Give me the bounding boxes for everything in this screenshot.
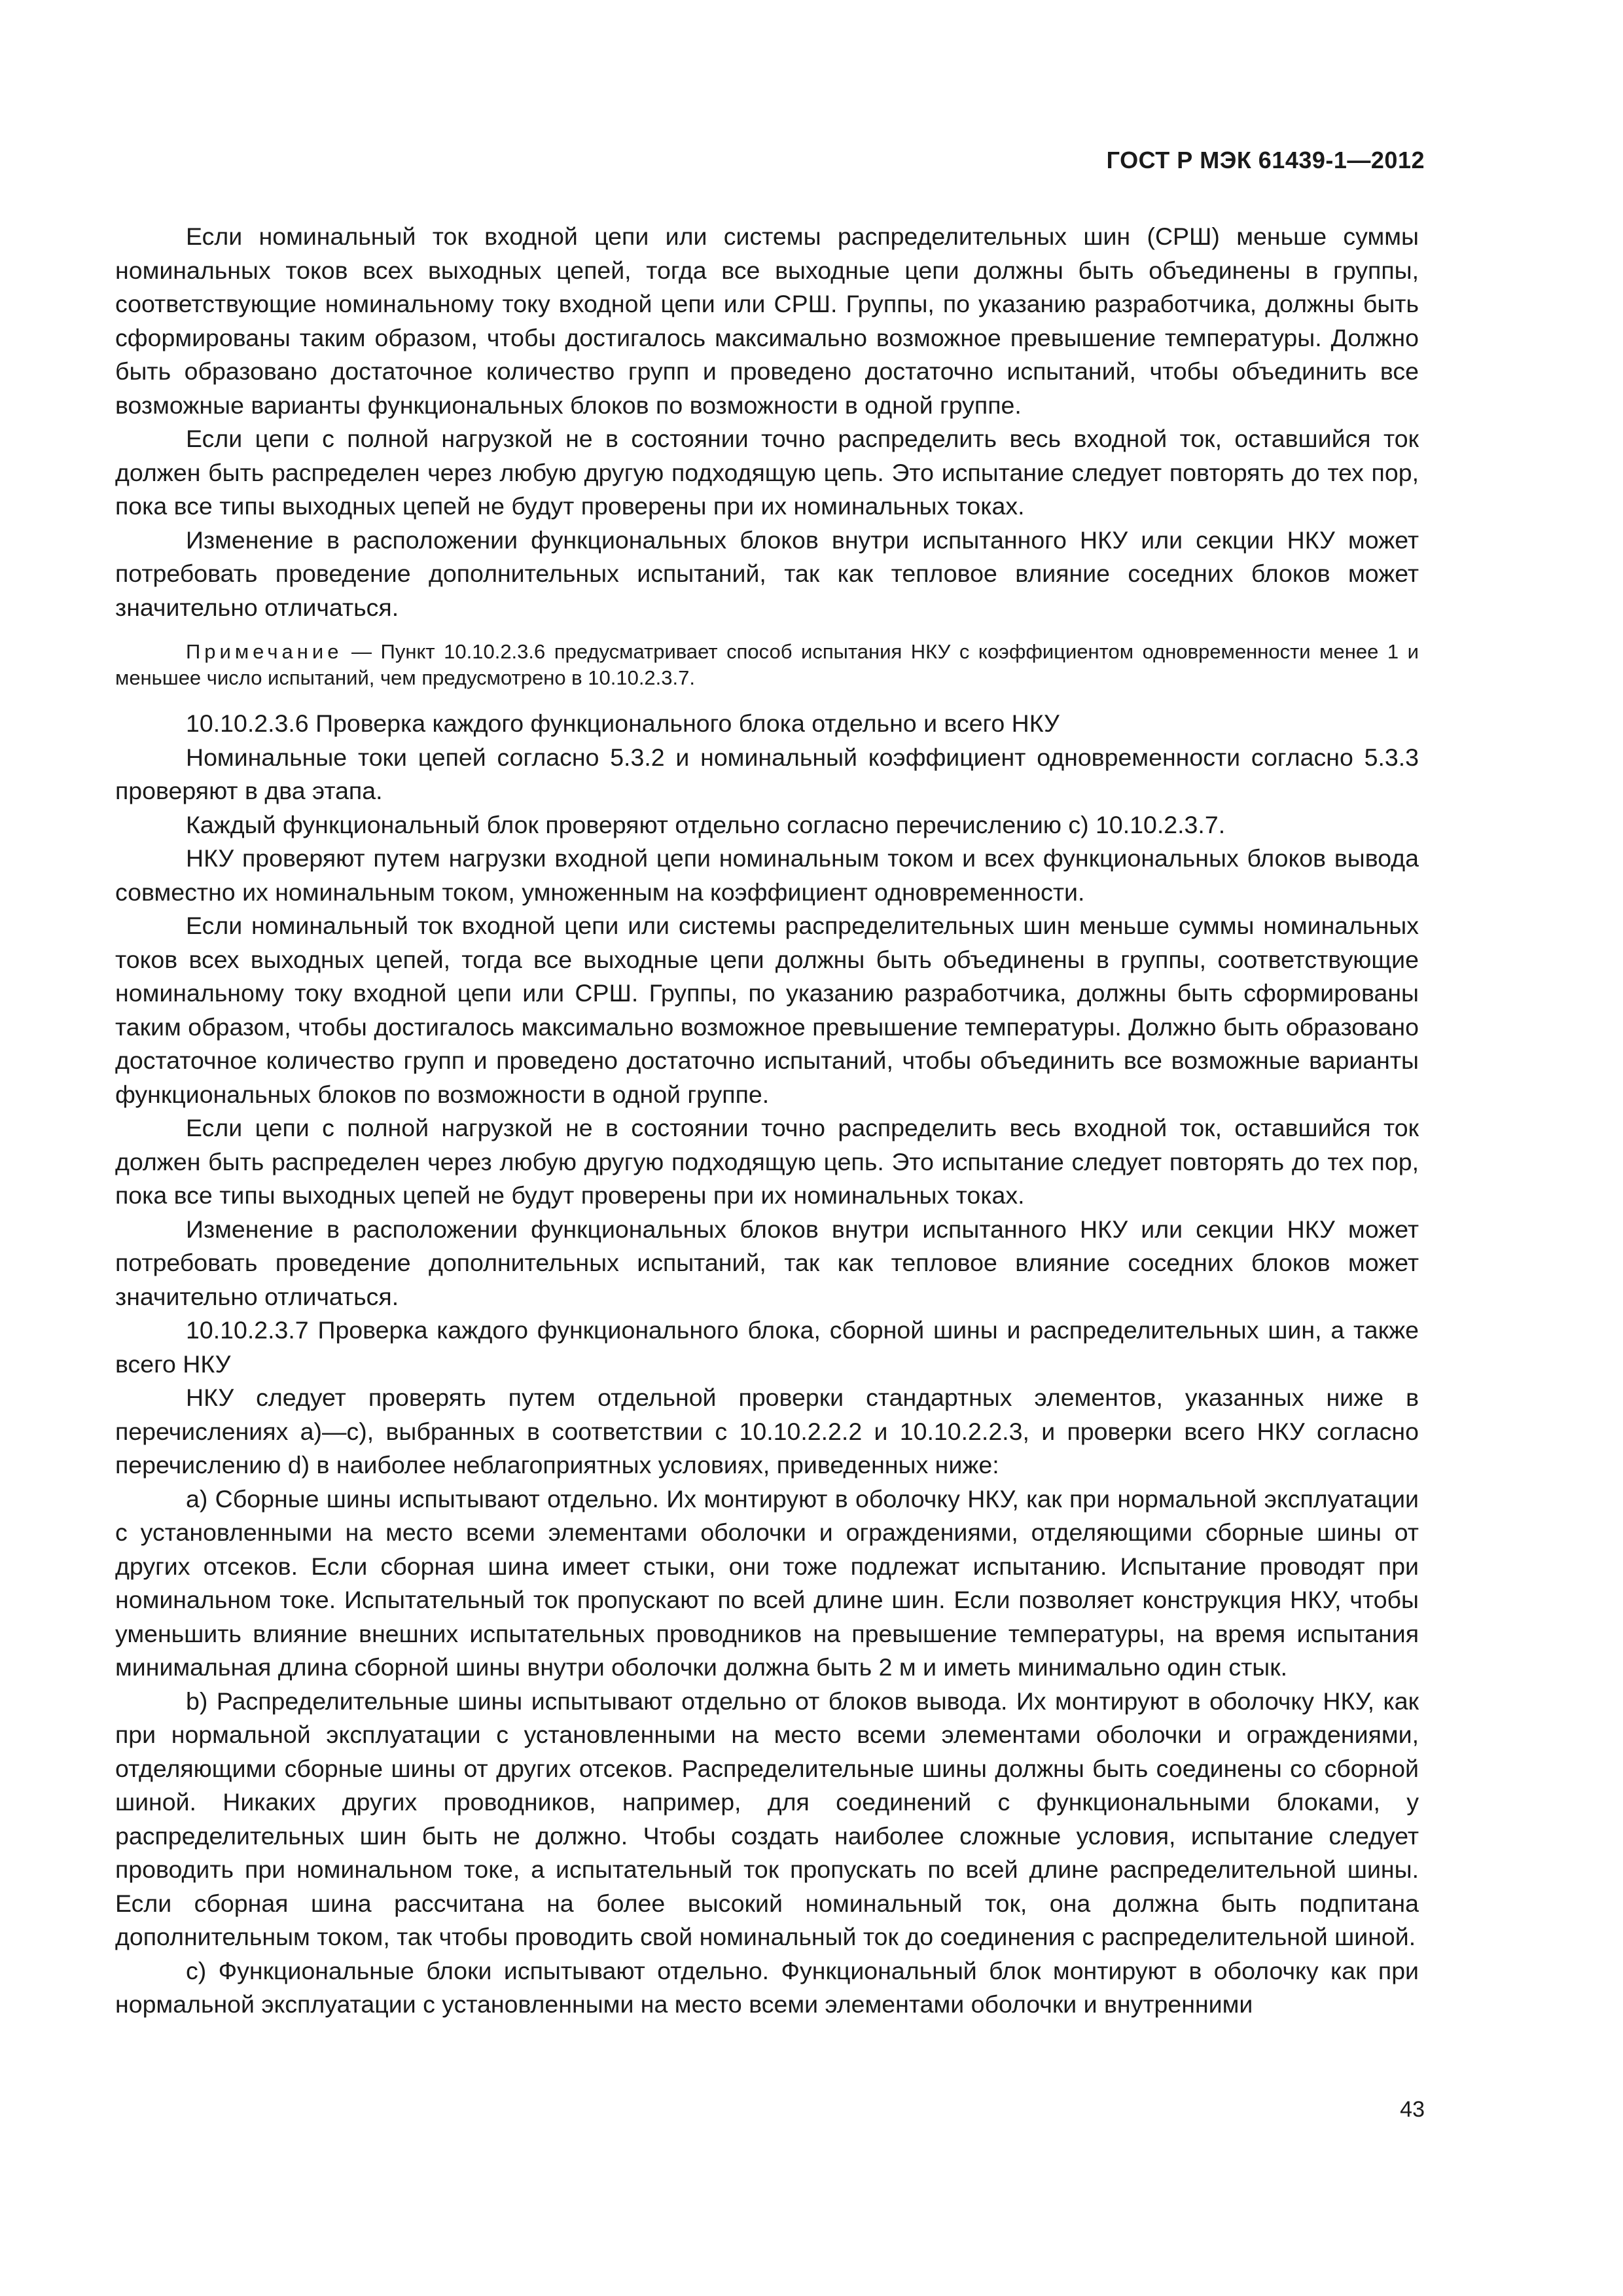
paragraph: НКУ проверяют путем нагрузки входной цепи номинальным током и всех функциональных блоков вывода совместно их номинальным током, умноженным на коэффициент одновременности.: [115, 844, 1419, 906]
paragraph: Если цепи с полной нагрузкой не в состоянии точно распределить весь входной ток, оставшийся ток должен быть распределен через любую другую подходящую цепь. Это испытание следует повторять до тех пор, пока все типы выходных цепей не будут проверены при их номинальных токах.: [115, 1114, 1419, 1209]
clause-heading: 10.10.2.3.6 Проверка каждого функционального блока отдельно и всего НКУ: [186, 709, 1060, 737]
paragraph: Номинальные токи цепей согласно 5.3.2 и номинальный коэффициент одновременности согласно 5.3.3 проверяют в два этапа.: [115, 743, 1419, 804]
note-label: Примечание: [186, 640, 343, 663]
list-item: с) Функциональные блоки испытывают отдельно. Функциональный блок монтируют в оболочку как при нормальной эксплуатации с установленными на место всеми элементами оболочки и внутренними: [115, 1956, 1419, 2018]
paragraph: Каждый функциональный блок проверяют отдельно согласно перечислению с) 10.10.2.3.7.: [186, 810, 1226, 838]
note-paragraph: [115, 639, 1419, 691]
standard-designation: ГОСТ Р МЭК 61439-1—2012: [1106, 147, 1425, 173]
clause-heading: 10.10.2.3.7 Проверка каждого функционального блока, сборной шины и распределительных шин, а также всего НКУ: [115, 1316, 1419, 1378]
paragraph: Изменение в расположении функциональных блоков внутри испытанного НКУ или секции НКУ может потребовать проведение дополнительных испытаний, так как тепловое влияние соседних блоков может значительно отличаться.: [115, 526, 1419, 621]
paragraph: Если номинальный ток входной цепи или системы распределительных шин (СРШ) меньше суммы номинальных токов всех выходных цепей, тогда все выходные цепи должны быть объединены в группы, соответствующие номинальному току входной цепи или СРШ. Группы, по указанию разработчика, должны быть сформированы таким образом, чтобы достигалось максимально возможное превышение температуры. Должно быть образовано достаточное количество групп и проведено достаточно испытаний, чтобы объединить все возможные варианты функциональных блоков по возможности в одной группе.: [115, 223, 1419, 419]
paragraph: Если номинальный ток входной цепи или системы распределительных шин меньше суммы номинальных токов всех выходных цепей, тогда все выходные цепи должны быть объединены в группы, соответствующие номинальному току входной цепи или СРШ. Группы, по указанию разработчика, должны быть сформированы таким образом, чтобы достигалось максимально возможное превышение температуры. Должно быть образовано достаточное количество групп и проведено достаточно испытаний, чтобы объединить все возможные варианты функциональных блоков по возможности в одной группе.: [115, 912, 1419, 1108]
note-text: — Пункт 10.10.2.3.6 предусматривает способ испытания НКУ с коэффициентом одновременности менее 1 и меньшее число испытаний, чем предусмотрено в 10.10.2.3.7.: [115, 640, 1419, 689]
list-item: b) Распределительные шины испытывают отдельно от блоков вывода. Их монтируют в оболочку НКУ, как при нормальной эксплуатации с установленными на место всеми элементами оболочки и ограждениями, отделяющими сборные шины от других отсеков. Распределительные шины должны быть соединены со сборной шиной. Никаких других проводников, например, для соединений с функциональными блоками, у распределительных шин быть не должно. Чтобы создать наиболее сложные условия, испытание следует проводить при номинальном токе, а испытательный ток пропускать по всей длине распределительной шины. Если сборная шина рассчитана на более высокий номинальный ток, она должна быть подпитана дополнительным током, так чтобы проводить свой номинальный ток до соединения с распределительной шиной.: [115, 1687, 1419, 1950]
page-number: 43: [1400, 2097, 1425, 2122]
paragraph: НКУ следует проверять путем отдельной проверки стандартных элементов, указанных ниже в перечислениях а)—с), выбранных в соответствии с 10.10.2.2.2 и 10.10.2.2.3, и проверки всего НКУ согласно перечислению d) в наиболее неблагоприятных условиях, приведенных ниже:: [115, 1384, 1419, 1479]
list-item: а) Сборные шины испытывают отдельно. Их монтируют в оболочку НКУ, как при нормальной эксплуатации с установленными на место всеми элементами оболочки и ограждениями, отделяющими сборные шины от других отсеков. Если сборная шина имеет стыки, они тоже подлежат испытанию. Испытание проводят при номинальном токе. Испытательный ток пропускают по всей длине шин. Если позволяет конструкция НКУ, чтобы уменьшить влияние внешних испытательных проводников на превышение температуры, на время испытания минимальная длина сборной шины внутри оболочки должна быть 2 м и иметь минимально один стык.: [115, 1484, 1419, 1681]
document-body: [115, 220, 1419, 2022]
paragraph: Изменение в расположении функциональных блоков внутри испытанного НКУ или секции НКУ может потребовать проведение дополнительных испытаний, так как тепловое влияние соседних блоков может значительно отличаться.: [115, 1215, 1419, 1310]
paragraph: Если цепи с полной нагрузкой не в состоянии точно распределить весь входной ток, оставшийся ток должен быть распределен через любую другую подходящую цепь. Это испытание следует повторять до тех пор, пока все типы выходных цепей не будут проверены при их номинальных токах.: [115, 425, 1419, 520]
